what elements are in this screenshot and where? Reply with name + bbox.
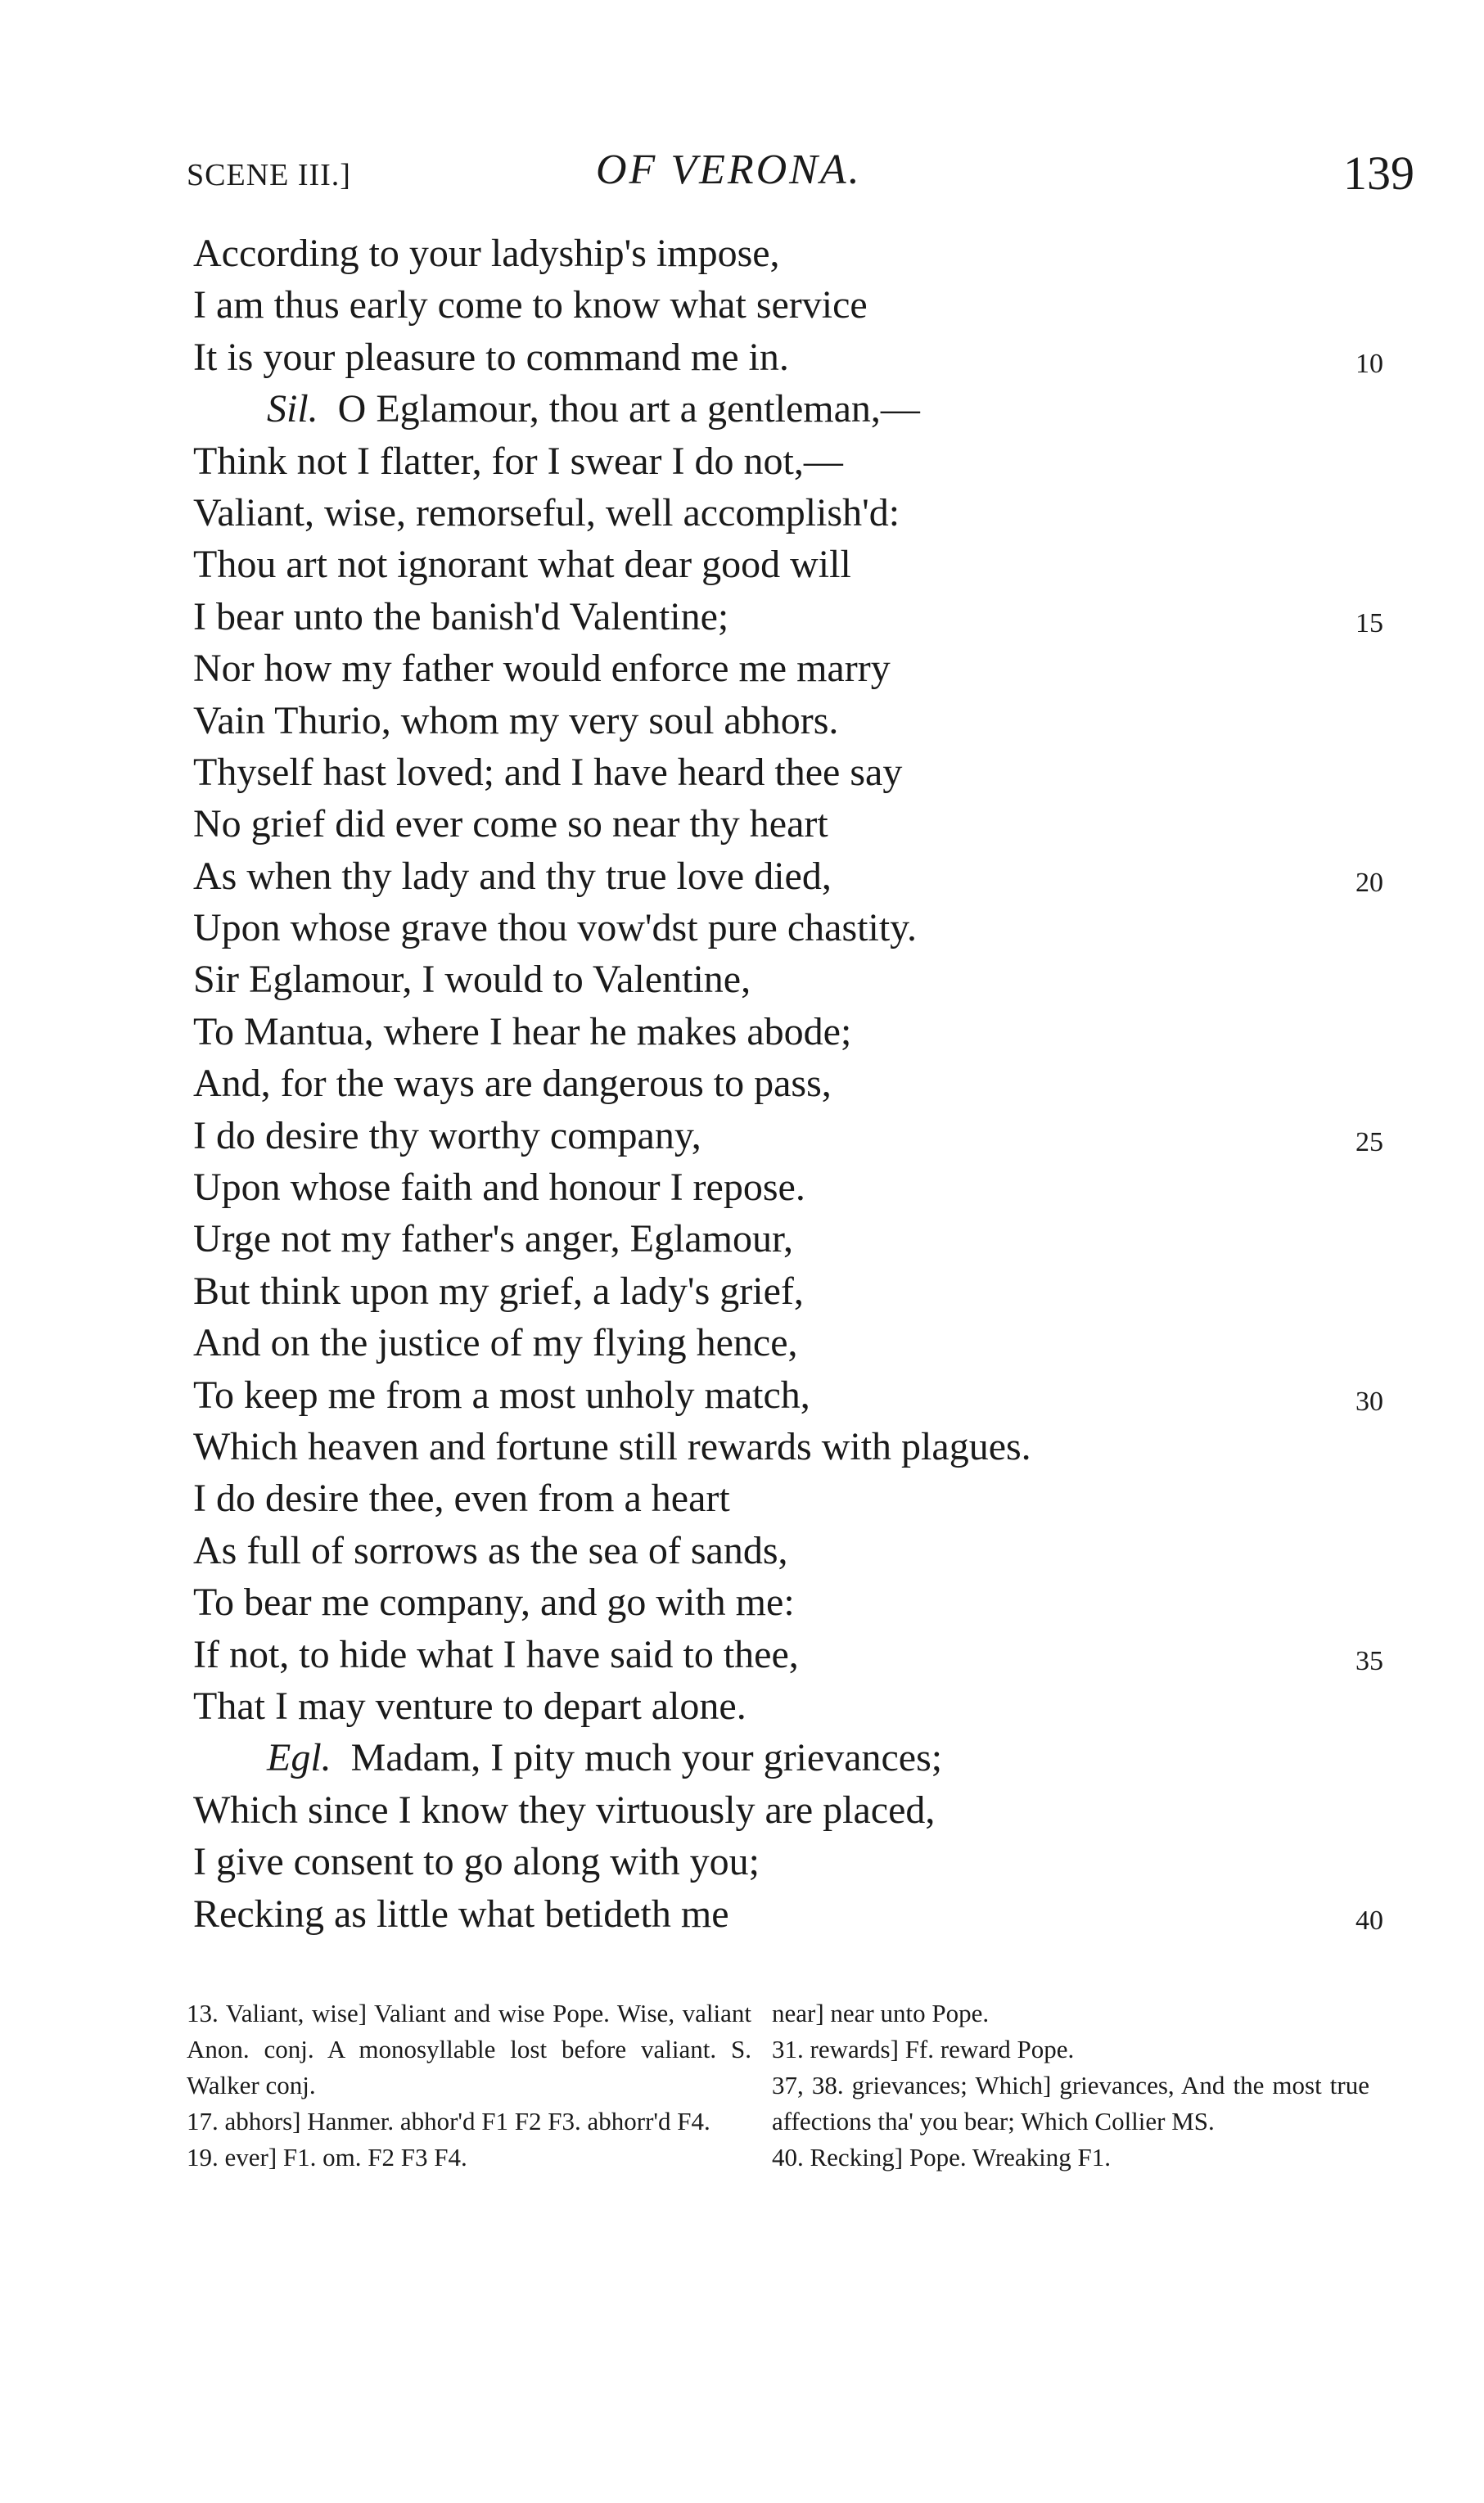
footnote: 40. Recking] Pope. Wreaking F1. — [772, 2143, 1112, 2172]
verse-line — [193, 1213, 1421, 1265]
scene-label: SCENE III.] — [187, 158, 351, 192]
verse-text — [193, 228, 1421, 1940]
verse-line — [193, 1836, 1421, 1887]
verse-line-text: Vain Thurio, whom my very soul abhors. — [193, 698, 839, 742]
verse-line-text: As full of sorrows as the sea of sands, — [193, 1528, 788, 1572]
line-number: 20 — [1355, 867, 1383, 898]
verse-line — [193, 1161, 1421, 1213]
verse-line — [193, 1421, 1421, 1472]
footnote: near] near unto Pope. — [772, 1999, 990, 2027]
verse-line — [193, 435, 1421, 487]
verse-line-text: I am thus early come to know what service — [193, 283, 868, 327]
verse-line — [193, 487, 1421, 539]
verse-line — [193, 1629, 1421, 1680]
verse-line-text: Nor how my father would enforce me marry — [193, 647, 891, 691]
footnote: 19. ever] F1. om. F2 F3 F4. — [187, 2143, 467, 2172]
verse-line-text: I give consent to go along with you; — [193, 1840, 760, 1884]
verse-line-text: I do desire thee, even from a heart — [193, 1477, 730, 1521]
verse-line-text: Which heaven and fortune still rewards with plagues. — [193, 1424, 1031, 1468]
footnote: 37, 38. grievances; Which] grievances, And the most true affections tha' you bear; Which Collier MS. — [772, 2071, 1369, 2135]
verse-line-text: And, for the ways are dangerous to pass, — [193, 1062, 832, 1106]
verse-line — [193, 643, 1421, 694]
verse-line-text: I bear unto the banish'd Valentine; — [193, 594, 729, 638]
verse-line — [193, 1472, 1421, 1524]
verse-line — [193, 539, 1421, 590]
verse-line-text: Recking as little what betideth me — [193, 1892, 729, 1936]
verse-line-text: According to your ladyship's impose, — [193, 232, 780, 275]
verse-line-text: To keep me from a most unholy match, — [193, 1373, 810, 1417]
verse-line-text: Upon whose faith and honour I repose. — [193, 1166, 805, 1210]
verse-line — [193, 1110, 1421, 1161]
line-number: 35 — [1355, 1645, 1383, 1676]
verse-line-text: Upon whose grave thou vow'dst pure chastity. — [193, 906, 918, 950]
verse-line-text: Valiant, wise, remorseful, well accomplish'd: — [193, 490, 900, 534]
verse-line — [193, 1732, 1421, 1784]
speaker-prefix: Sil. — [267, 387, 318, 431]
verse-line — [193, 1888, 1421, 1940]
verse-line — [193, 228, 1421, 279]
line-number: 10 — [1355, 348, 1383, 379]
verse-line — [193, 954, 1421, 1005]
verse-line-text: And on the justice of my flying hence, — [193, 1321, 798, 1365]
verse-line-text: No grief did ever come so near thy heart — [193, 802, 828, 846]
footnotes — [187, 1996, 1382, 2339]
verse-line-text: If not, to hide what I have said to thee, — [193, 1632, 799, 1676]
footnote: 31. rewards] Ff. reward Pope. — [772, 2035, 1075, 2063]
verse-line-text: Madam, I pity much your grievances; — [350, 1736, 943, 1780]
verse-line — [193, 1369, 1421, 1421]
verse-line-text: Think not I flatter, for I swear I do not,— — [193, 439, 843, 483]
line-number: 15 — [1355, 607, 1383, 638]
verse-line — [193, 850, 1421, 902]
footnote: 13. Valiant, wise] Valiant and wise Pope. Wise, valiant Anon. conj. A monosyllable lost before valiant. S. Walker conj. — [187, 1999, 751, 2099]
verse-line — [193, 331, 1421, 383]
verse-line-text: To Mantua, where I hear he makes abode; — [193, 1009, 852, 1053]
page-number: 139 — [1343, 147, 1414, 200]
footnotes-left-column — [187, 1996, 751, 2176]
verse-line — [193, 902, 1421, 954]
verse-line-text: Urge not my father's anger, Eglamour, — [193, 1217, 794, 1261]
verse-line-text: Which since I know they virtuously are placed, — [193, 1788, 936, 1832]
verse-line — [193, 1265, 1421, 1317]
speaker-prefix: Egl. — [267, 1736, 332, 1780]
verse-line-text: Sir Eglamour, I would to Valentine, — [193, 958, 751, 1002]
verse-line-text: It is your pleasure to command me in. — [193, 335, 789, 379]
footnotes-right-column — [772, 1996, 1369, 2176]
line-number: 30 — [1355, 1386, 1383, 1417]
play-title: OF VERONA. — [596, 147, 862, 193]
verse-line-text: To bear me company, and go with me: — [193, 1581, 795, 1625]
verse-line — [193, 1006, 1421, 1058]
verse-line-text: Thyself hast loved; and I have heard thee say — [193, 750, 903, 794]
verse-line — [193, 1784, 1421, 1836]
running-header — [187, 146, 1414, 211]
verse-line — [193, 1576, 1421, 1628]
verse-line-text: Thou art not ignorant what dear good will — [193, 543, 851, 587]
verse-line — [193, 383, 1421, 435]
footnote: 17. abhors] Hanmer. abhor'd F1 F2 F3. abhorr'd F4. — [187, 2107, 710, 2135]
verse-line — [193, 746, 1421, 798]
verse-line-text: O Eglamour, thou art a gentleman,— — [337, 387, 920, 431]
verse-line — [193, 1680, 1421, 1732]
verse-line — [193, 695, 1421, 746]
verse-line — [193, 591, 1421, 643]
verse-line — [193, 798, 1421, 850]
verse-line-text: That I may venture to depart alone. — [193, 1684, 747, 1728]
verse-line — [193, 1525, 1421, 1576]
verse-line-text: I do desire thy worthy company, — [193, 1113, 701, 1157]
verse-line — [193, 1317, 1421, 1369]
verse-line-text: But think upon my grief, a lady's grief, — [193, 1269, 804, 1313]
verse-line — [193, 279, 1421, 331]
verse-line — [193, 1058, 1421, 1109]
line-number: 25 — [1355, 1126, 1383, 1157]
line-number: 40 — [1355, 1905, 1383, 1936]
verse-line-text: As when thy lady and thy true love died, — [193, 854, 832, 898]
